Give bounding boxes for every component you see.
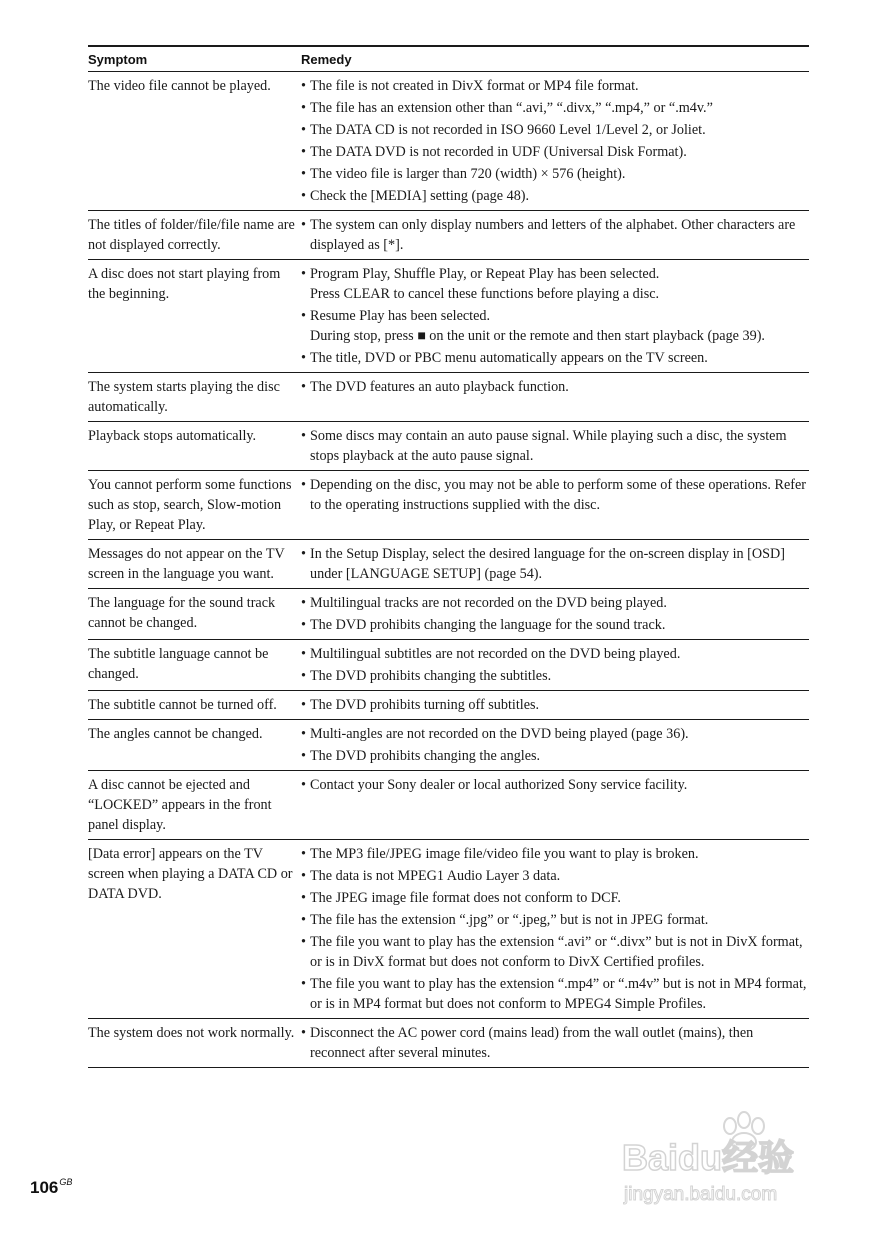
bullet-mark: • [301,934,306,950]
remedy-cell [301,695,809,715]
remedy-item [301,306,809,346]
remedy-cell [301,76,809,206]
remedy-cell [301,844,809,1014]
bullet-mark: • [301,748,306,764]
remedy-text: The file has the extension “.jpg” or “.jpeg,” but is not in JPEG format. [310,912,709,928]
remedy-item [301,866,809,886]
remedy-text: Disconnect the AC power cord (mains lead) from the wall outlet (mains), then reconnect after several minutes. [310,1025,754,1061]
table-row [88,640,809,691]
table-row [88,540,809,589]
symptom-cell: A disc does not start playing from the beginning. [88,266,281,302]
bullet-mark: • [301,726,306,742]
watermark-text: Baidu经验 [622,1137,795,1178]
bullet-mark: • [301,646,306,662]
remedy-text: Contact your Sony dealer or local authorized Sony service facility. [310,777,688,793]
remedy-cell [301,644,809,686]
remedy-text: Check the [MEDIA] setting (page 48). [310,188,530,204]
remedy-item [301,666,809,686]
table-row [88,373,809,422]
bullet-mark: • [301,976,306,992]
remedy-text: The MP3 file/JPEG image file/video file you want to play is broken. [310,846,699,862]
remedy-item [301,544,809,584]
remedy-text: The video file is larger than 720 (width) × 576 (height). [310,166,626,182]
remedy-item [301,844,809,864]
remedy-text: The file you want to play has the extension “.avi” or “.divx” but is not in DivX format, or is in DivX format but does not conform to DivX Certified profiles. [310,934,803,970]
bullet-mark: • [301,697,306,713]
remedy-text: Depending on the disc, you may not be able to perform some of these operations. Refer to the operating instructions supplied with the disc. [310,477,807,513]
remedy-item [301,142,809,162]
remedy-item [301,888,809,908]
remedy-text: The DATA CD is not recorded in ISO 9660 Level 1/Level 2, or Joliet. [310,122,706,138]
symptom-cell: The system does not work normally. [88,1025,295,1041]
remedy-cell [301,544,809,584]
symptom-cell: Playback stops automatically. [88,428,257,444]
remedy-text: During stop, press ■ on the unit or the remote and then start playback (page 39). [310,328,765,344]
remedy-text: Press CLEAR to cancel these functions before playing a disc. [310,286,660,302]
remedy-text: The DVD features an auto playback function. [310,379,569,395]
symptom-cell: The subtitle language cannot be changed. [88,646,269,682]
remedy-text: The data is not MPEG1 Audio Layer 3 data. [310,868,561,884]
remedy-cell [301,377,809,417]
remedy-item [301,724,809,744]
table-row [88,1019,809,1068]
remedy-item [301,910,809,930]
remedy-text: The system can only display numbers and letters of the alphabet. Other characters are displayed as [*]. [310,217,796,253]
remedy-item [301,974,809,1014]
page-number [30,1177,72,1198]
remedy-text: The file you want to play has the extension “.mp4” or “.m4v” but is not in MP4 format, or is in MP4 format but does not conform to MPEG4 Simple Profiles. [310,976,807,1012]
bullet-mark: • [301,350,306,366]
remedy-item [301,615,809,635]
remedy-text: The file has an extension other than “.avi,” “.divx,” “.mp4,” or “.m4v.” [310,100,713,116]
remedy-text: The file is not created in DivX format or MP4 file format. [310,78,639,94]
remedy-cell [301,1023,809,1063]
remedy-item [301,775,809,795]
remedy-item [301,186,809,206]
bullet-mark: • [301,166,306,182]
symptom-cell: The angles cannot be changed. [88,726,263,742]
table-row [88,72,809,211]
remedy-text: The DATA DVD is not recorded in UDF (Universal Disk Format). [310,144,687,160]
remedy-text: Program Play, Shuffle Play, or Repeat Play has been selected. [310,266,660,282]
watermark-url: jingyan.baidu.com [624,1184,778,1205]
bullet-mark: • [301,122,306,138]
remedy-cell [301,426,809,466]
remedy-text: The DVD prohibits changing the angles. [310,748,541,764]
remedy-item [301,98,809,118]
remedy-item [301,932,809,972]
remedy-text: The title, DVD or PBC menu automatically appears on the TV screen. [310,350,708,366]
remedy-item [301,644,809,664]
table-row [88,771,809,840]
page-number-value: 106 [30,1178,59,1197]
bullet-mark: • [301,188,306,204]
remedy-text: Multilingual subtitles are not recorded on the DVD being played. [310,646,681,662]
remedy-item [301,215,809,255]
remedy-cell [301,593,809,635]
bullet-mark: • [301,868,306,884]
troubleshooting-table [88,45,809,1068]
bullet-mark: • [301,477,306,493]
table-row [88,471,809,540]
bullet-mark: • [301,846,306,862]
symptom-cell: The system starts playing the disc automatically. [88,379,280,415]
remedy-text: The DVD prohibits changing the subtitles. [310,668,552,684]
bullet-mark: • [301,266,306,282]
bullet-mark: • [301,1025,306,1041]
symptom-cell: You cannot perform some functions such as stop, search, Slow-motion Play, or Repeat Play. [88,477,292,533]
table-row [88,589,809,640]
bullet-mark: • [301,144,306,160]
table-body [88,72,809,1068]
page-number-suffix: GB [59,1177,73,1187]
table-row [88,260,809,373]
remedy-text: The DVD prohibits changing the language for the sound track. [310,617,666,633]
header-remedy: Remedy [301,51,352,67]
remedy-cell [301,775,809,835]
bullet-mark: • [301,78,306,94]
table-row [88,422,809,471]
remedy-item [301,593,809,613]
bullet-mark: • [301,777,306,793]
table-row [88,211,809,260]
symptom-cell: The titles of folder/file/file name are not displayed correctly. [88,217,295,253]
symptom-cell: The video file cannot be played. [88,78,271,94]
bullet-mark: • [301,308,306,324]
table-row [88,691,809,720]
remedy-text: The JPEG image file format does not conform to DCF. [310,890,621,906]
table-row [88,720,809,771]
symptom-cell: The language for the sound track cannot be changed. [88,595,276,631]
remedy-text: Multi-angles are not recorded on the DVD being played (page 36). [310,726,689,742]
bullet-mark: • [301,428,306,444]
bullet-mark: • [301,546,306,562]
remedy-text: The DVD prohibits turning off subtitles. [310,697,540,713]
remedy-text: Some discs may contain an auto pause signal. While playing such a disc, the system stops playback at the auto pause signal. [310,428,787,464]
bullet-mark: • [301,617,306,633]
symptom-cell: The subtitle cannot be turned off. [88,697,277,713]
remedy-cell [301,264,809,368]
symptom-cell: A disc cannot be ejected and “LOCKED” appears in the front panel display. [88,777,272,833]
table-header [88,47,809,72]
remedy-item [301,1023,809,1063]
baidu-watermark-logo [620,1108,840,1208]
remedy-item [301,426,809,466]
table-row [88,840,809,1019]
remedy-item [301,164,809,184]
symptom-cell: Messages do not appear on the TV screen in the language you want. [88,546,285,582]
remedy-item [301,475,809,515]
bullet-mark: • [301,217,306,233]
bullet-mark: • [301,912,306,928]
remedy-item [301,695,809,715]
remedy-text: Resume Play has been selected. [310,308,491,324]
bullet-mark: • [301,668,306,684]
remedy-cell [301,475,809,535]
bullet-mark: • [301,595,306,611]
bullet-mark: • [301,890,306,906]
bullet-mark: • [301,100,306,116]
symptom-cell: [Data error] appears on the TV screen when playing a DATA CD or DATA DVD. [88,846,293,902]
remedy-text: In the Setup Display, select the desired language for the on-screen display in [OSD] under [LANGUAGE SETUP] (page 54). [310,546,786,582]
remedy-item [301,76,809,96]
remedy-item [301,746,809,766]
remedy-item [301,377,809,397]
remedy-item [301,348,809,368]
remedy-item [301,264,809,304]
bullet-mark: • [301,379,306,395]
remedy-item [301,120,809,140]
remedy-cell [301,724,809,766]
remedy-text: Multilingual tracks are not recorded on the DVD being played. [310,595,667,611]
remedy-cell [301,215,809,255]
header-symptom: Symptom [88,51,148,67]
